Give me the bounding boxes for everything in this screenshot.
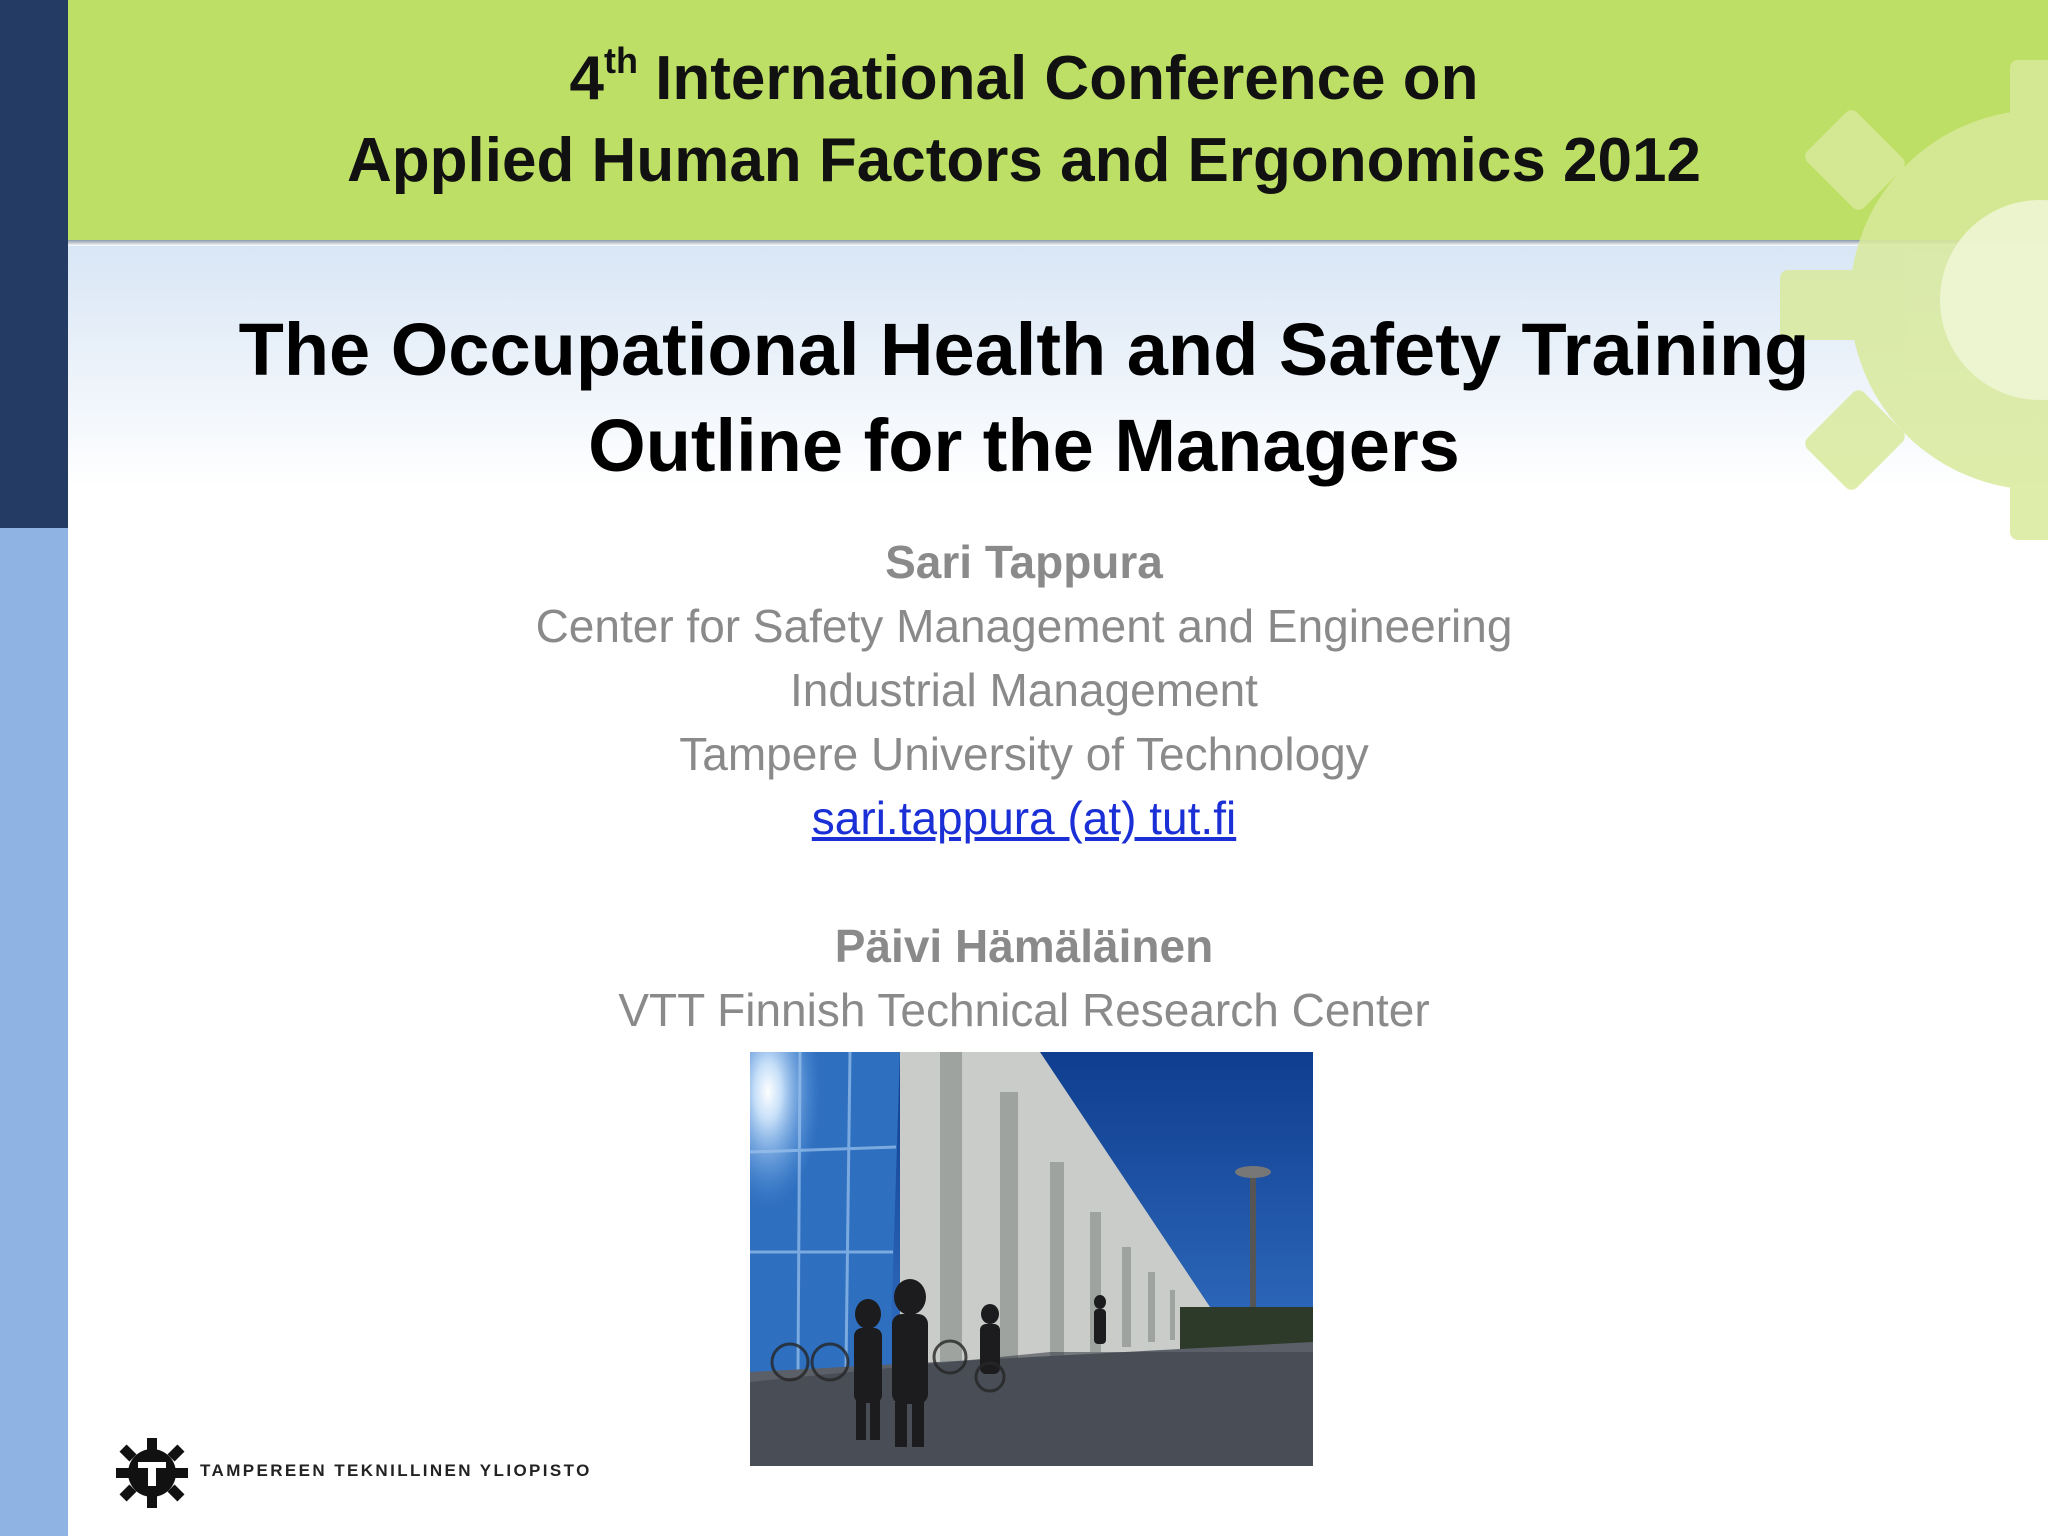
talk-title bbox=[68, 302, 1980, 494]
author-email-link[interactable]: sari.tappura (at) tut.fi bbox=[811, 792, 1237, 844]
university-gear-logo-icon bbox=[114, 1438, 190, 1508]
campus-building-image bbox=[750, 1052, 1313, 1466]
conference-title-line1 bbox=[68, 38, 1980, 120]
spacer bbox=[68, 850, 1980, 914]
ordinal-suffix: th bbox=[603, 40, 638, 81]
author-name: Päivi Hämäläinen bbox=[834, 920, 1214, 972]
conference-title-line2: Applied Human Factors and Ergonomics 2012 bbox=[347, 126, 1701, 195]
conference-title bbox=[68, 38, 1980, 202]
campus-photo bbox=[750, 1052, 1313, 1466]
conference-title-text: International Conference on bbox=[637, 44, 1479, 113]
author-affiliation: VTT Finnish Technical Research Center bbox=[618, 984, 1430, 1036]
ordinal-number: 4 bbox=[569, 44, 604, 113]
author-block bbox=[68, 530, 1980, 1042]
author-name: Sari Tappura bbox=[885, 536, 1163, 588]
author-affiliation: Tampere University of Technology bbox=[679, 728, 1369, 780]
sidebar-accent-dark bbox=[0, 0, 68, 528]
university-logo-text: TAMPEREEN TEKNILLINEN YLIOPISTO bbox=[200, 1461, 592, 1480]
sidebar-accent-light bbox=[0, 528, 68, 1536]
author-affiliation: Industrial Management bbox=[790, 664, 1258, 716]
talk-title-line2: Outline for the Managers bbox=[588, 404, 1460, 487]
talk-title-line1: The Occupational Health and Safety Training bbox=[238, 308, 1810, 391]
author-affiliation: Center for Safety Management and Engineering bbox=[535, 600, 1513, 652]
